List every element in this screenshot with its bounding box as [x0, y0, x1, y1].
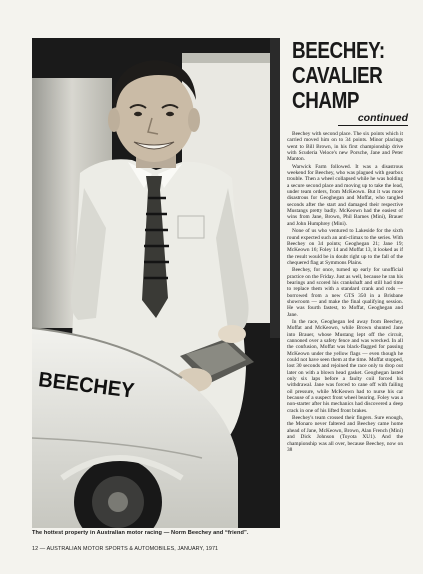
article-paragraph: Beechey's team crossed their fingers. Sure enough, the Monaro never faltered and Beechey came home ahead of Jane, McKeown, Brown, Alan French (Mini) and Dick Johnson (Toyota XU1). And the championship was all over, because Beechey, now on 38 — [287, 415, 403, 453]
article-paragraph: Beechey, for once, turned up early for unofficial practice on the Friday. Just as well, because he ran his bearings and scored his crankshaft and still had time to replace them with a standard crank and rods — borrowed from a new GTS 350 in a Brisbane showroom — and make the final qualifying session. He was fourth fastest, to Moffat, Geoghegan and Jane. — [287, 267, 403, 318]
article-paragraph: None of us who ventured to Lakeside for the sixth round expected such an anti-climax to the series. With Beechey on 34 points; Geoghegan 21; Jane 19; McKeown 16; Foley 14 and Moffat 13, it looked as if the result would be in doubt right up to the fall of the chequered flag at Symmons Plains. — [287, 228, 403, 266]
photo-caption: The hottest property in Australian motor racing — Norm Beechey and “friend”. — [32, 530, 249, 536]
article-paragraph: In the race, Geoghegan led away from Beechey, Moffat and McKeown, while Brown shunted Jane into Brauer, whose Mustang lept off the circuit, cannoned over a safety fence and was wrecked. In all the confusion, Moffat was black-flagged for passing McKeown under the yellow flags — even though he could not have seen them at the time. Moffat stopped, lost 30 seconds and rejoined the race only to drop out later on with a blown head gasket. Geoghegan lasted only six laps before a faulty coil forced his withdrawal. Jane was forced to cane off with failing oil pressure, while McKeown had to nurse his car because of a suspect front wheel bearing. Foley was a non-starter after his mechanics had discovered a deep crack in one of his lifted front brakes. — [287, 318, 403, 414]
headline-line-2: CAVALIER — [292, 62, 383, 88]
headline — [292, 37, 385, 113]
continued-label: continued — [338, 112, 408, 126]
photo-illustration — [32, 38, 280, 528]
headline-line-1: BEECHEY: — [292, 37, 385, 63]
article-body — [287, 131, 403, 525]
article-paragraph: Beechey with second place. The six points which it carried moved him on to 34 points. Minor placings went to Bill Brown, in his first championship drive with Scuderia Veloce's new Porsche, Jane and Peter Manton. — [287, 131, 403, 163]
portrait-photo — [32, 38, 280, 528]
page-footer: 12 — AUSTRALIAN MOTOR SPORTS & AUTOMOBILES, JANUARY, 1971 — [32, 546, 219, 552]
car-lettering: BEECHEY — [37, 367, 136, 403]
article-paragraph: Warwick Farm followed. It was a disastrous weekend for Beechey, who was plagued with gearbox trouble. Then a wheel collapsed while he was holding a secure second place and moving up to take the lead, under team orders, from McKeown. But it was more disastrous for Geoghegan and Moffat, who tangled seconds after the start and damaged their respective Mustangs pretty badly. McKeown had the easiest of wins from Jane, Brown, Phil Barnes (Mini), Brauer and John Humphrey (Mini). — [287, 163, 403, 227]
headline-line-3: CHAMP — [292, 87, 360, 113]
